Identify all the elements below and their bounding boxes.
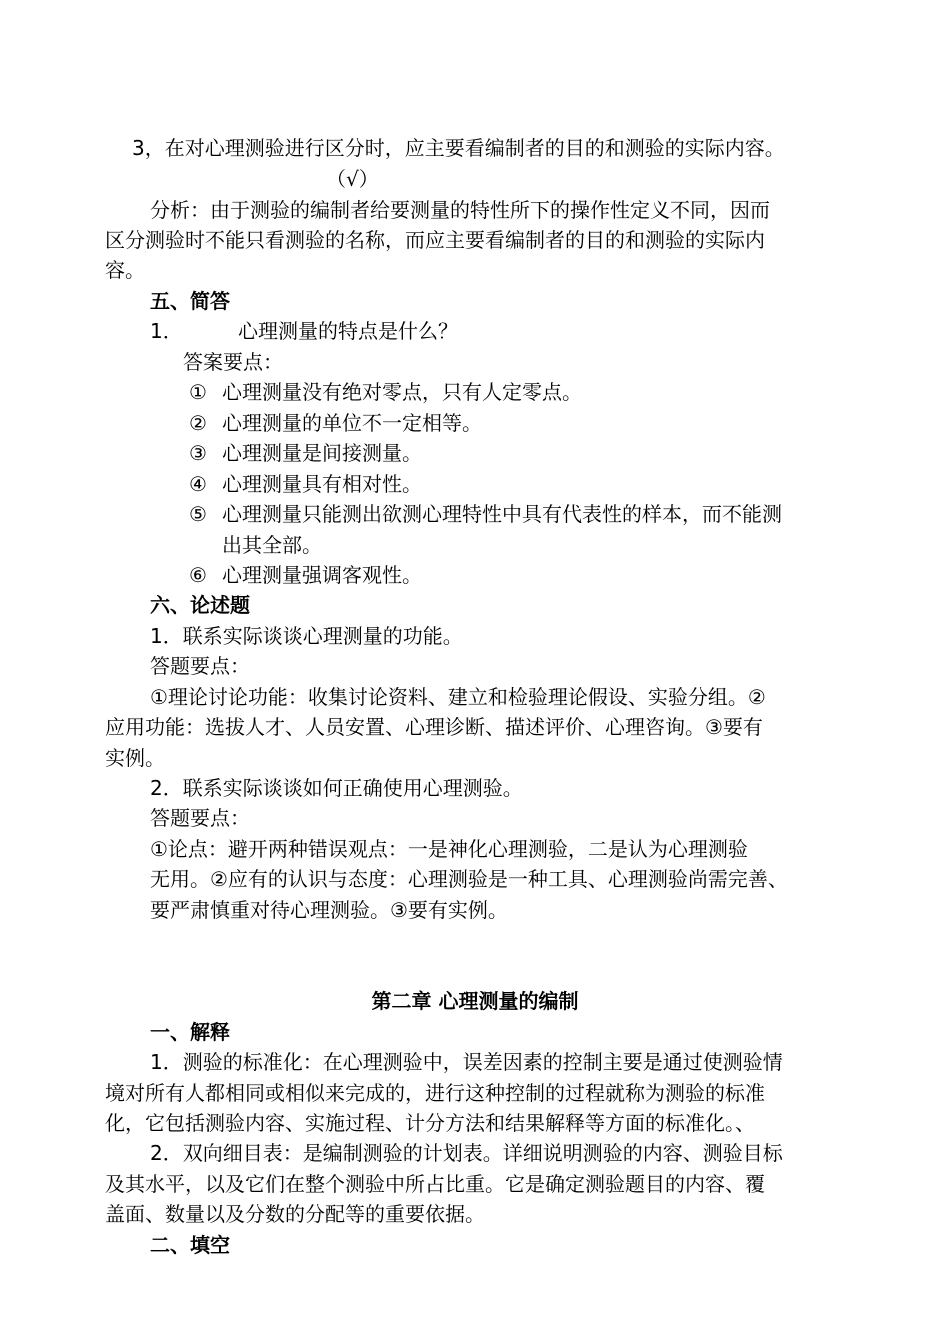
list-marker: ④ — [189, 472, 207, 496]
list-item: 心理测量的单位不一定相等。 — [222, 411, 482, 435]
section-heading: 二、填空 — [150, 1233, 230, 1257]
text-line: ①理论讨论功能：收集讨论资料、建立和检验理论假设、实验分组。② — [150, 685, 766, 709]
text-line: 容。 — [105, 258, 145, 282]
list-marker: ① — [189, 380, 207, 404]
text-line: 3，在对心理测验进行区分时，应主要看编制者的目的和测验的实际内容。 — [132, 136, 785, 160]
text-line: 2．联系实际谈谈如何正确使用心理测验。 — [150, 776, 523, 800]
chapter-title: 第二章 心理测量的编制 — [371, 989, 579, 1013]
text-line: （√） — [326, 167, 379, 191]
list-marker: ③ — [189, 441, 207, 465]
text-line: 1．联系实际谈谈心理测量的功能。 — [150, 624, 463, 648]
text-line: 及其水平，以及它们在整个测验中所占比重。它是确定测验题目的内容、覆 — [105, 1172, 765, 1196]
list-marker: ⑤ — [189, 502, 207, 526]
section-heading: 五、简答 — [150, 289, 230, 313]
section-heading: 六、论述题 — [150, 593, 250, 617]
list-item: 心理测量没有绝对零点，只有人定零点。 — [222, 380, 582, 404]
list-item: 心理测量强调客观性。 — [222, 563, 422, 587]
list-item: 心理测量是间接测量。 — [222, 441, 422, 465]
list-item: 心理测量具有相对性。 — [222, 472, 422, 496]
list-item: 心理测量只能测出欲测心理特性中具有代表性的样本，而不能测 — [222, 502, 782, 526]
text-line: 境对所有人都相同或相似来完成的，进行这种控制的过程就称为测验的标准 — [105, 1081, 765, 1105]
text-line: 盖面、数量以及分数的分配等的重要依据。 — [105, 1202, 485, 1226]
text-line: 答题要点： — [150, 654, 250, 678]
text-line: 答案要点： — [183, 350, 283, 374]
text-line: 应用功能：选拔人才、人员安置、心理诊断、描述评价、心理咨询。③要有 — [105, 715, 763, 739]
list-marker: ② — [189, 411, 207, 435]
text-line: 实例。 — [105, 746, 165, 770]
text-line: 化，它包括测验内容、实施过程、计分方法和结果解释等方面的标准化。、 — [105, 1111, 755, 1135]
question-text: 心理测量的特点是什么？ — [238, 319, 458, 343]
text-line: 1．测验的标准化：在心理测验中，误差因素的控制主要是通过使测验情 — [150, 1050, 783, 1074]
list-marker: ⑥ — [189, 563, 207, 587]
section-heading: 一、解释 — [150, 1020, 230, 1044]
question-number: 1． — [150, 319, 183, 343]
text-line: 区分测验时不能只看测验的名称，而应主要看编制者的目的和测验的实际内 — [105, 228, 765, 252]
text-line: 要严肃慎重对待心理测验。③要有实例。 — [150, 898, 508, 922]
text-line: ①论点：避开两种错误观点：一是神化心理测验，二是认为心理测验 — [150, 837, 748, 861]
text-line: 分析：由于测验的编制者给要测量的特性所下的操作性定义不同，因而 — [150, 198, 770, 222]
list-item: 出其全部。 — [222, 533, 322, 557]
text-line: 答题要点： — [150, 806, 250, 830]
text-line: 2．双向细目表：是编制测验的计划表。详细说明测验的内容、测验目标 — [150, 1141, 783, 1165]
text-line: 无用。②应有的认识与态度：心理测验是一种工具、心理测验尚需完善、 — [150, 867, 788, 891]
